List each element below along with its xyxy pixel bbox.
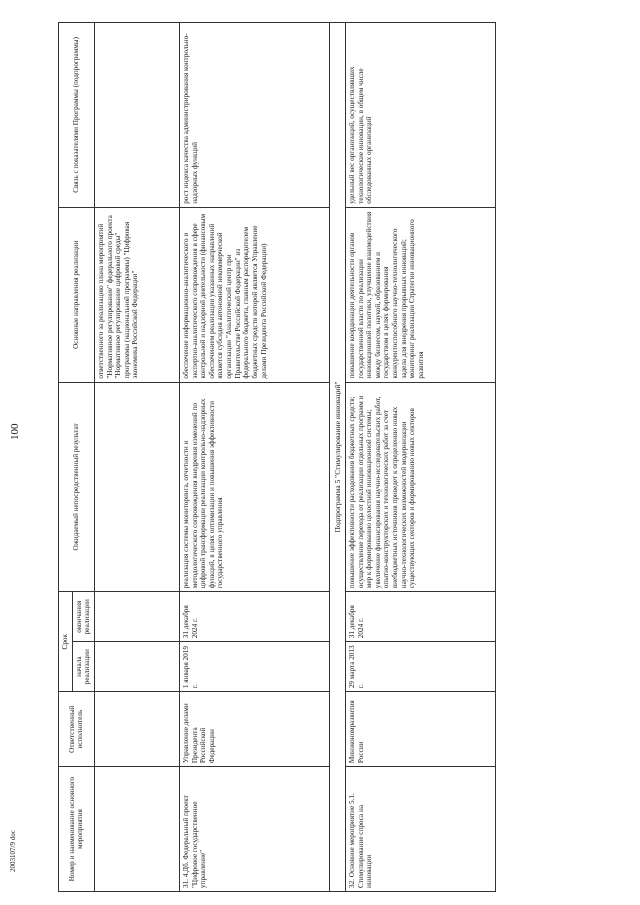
row32-link: удельный вес организаций, осуществлявших технологические инновации, в общем числе обследованных организаций — [345, 23, 495, 208]
header-term-start: начала реализации — [72, 642, 94, 692]
row31-name: 4.Дб. Федеральный проект "Цифровое государственное управление" — [181, 795, 208, 888]
row32-executor: Минэкономразвития России — [345, 692, 495, 767]
row32-name: Основное мероприятие 5.1. Стимулирование спроса на инновации — [347, 793, 374, 888]
row32-result: повышение эффективности расходования бюджетных средств; осуществление перехода от реализации отдельных программ и мер к формированию целостной инновационной системы; увеличение финансирования научно-исследовательских работ, опытно-конструкторских и технологических работ за счет внебюджетных источников приведет к определению новых научно-технологических возможностей модернизации существующих секторов и формированию новых секторов — [345, 382, 495, 592]
row31-end: 31 декабря 2024 г. — [179, 592, 329, 642]
header-term: Срок — [59, 592, 73, 692]
table-row-31 — [179, 23, 329, 892]
row31-result: реализация системы мониторинга, отчетности и методологического сопровождения внедрения изменений по цифровой трансформации реализации контрольно-надзорных функций, в целях оптимизации и повышения эффективности государственного управления — [179, 382, 329, 592]
page-number: 100 — [9, 423, 21, 440]
header-link: Связь с показателями Программы (подпрограммы) — [59, 23, 95, 208]
row32-directions: повышение координации деятельности органов государственной власти по реализации инновационной политики, улучшение взаимодействия между бизнесом, наукой, образованием и государством в целях формирования конкурентоспособного научно-технологического задела для внедрения прорывных инноваций; мониторинг реализации Стратегии инновационного развития — [345, 207, 495, 382]
row31-link: рост индекса качества администрирования контрольно-надзорных функций — [179, 23, 329, 208]
table-row-carryover — [94, 23, 179, 892]
subprogram-row — [329, 23, 345, 892]
header-directions: Основные направления реализации — [59, 207, 95, 382]
header-executor: Ответственный исполнитель — [59, 692, 95, 767]
carryover-directions: ответственного за реализацию плана мероприятий "Нормативное регулирование" федерального проекта "Нормативное регулирование цифровой среды" программы (национальной программы) "Цифровая экономика Российской Федерации" — [94, 207, 179, 382]
header-term-end: окончания реализации — [72, 592, 94, 642]
row32-number: 32. — [347, 879, 356, 888]
row32-end: 31 декабря 2024 г. — [345, 592, 495, 642]
document-code: 2003107/9 doc — [9, 830, 17, 872]
measures-table — [58, 22, 496, 892]
table-header-row — [59, 23, 73, 892]
header-measure: Номер и наименование основного мероприятия — [59, 767, 95, 892]
row31-number: 31. — [181, 879, 190, 888]
table-row-32 — [345, 23, 495, 892]
rotated-table-container — [58, 22, 588, 892]
row31-start: 1 января 2019 г. — [179, 642, 329, 692]
row31-directions: обеспечение информационно-аналитического и экспертно-аналитического сопровождения в сфере контрольной и надзорной деятельности (финансовым обеспечением реализации указанных направлений является субсидия автономной некоммерческой организации "Аналитический центр при Правительстве Российской Федерации" из федерального бюджета, главным распорядителем бюджетных средств которой является Управление делами Президента Российской Федерации) — [179, 207, 329, 382]
row31-measure — [179, 767, 329, 892]
header-result: Ожидаемый непосредственный результат — [59, 382, 95, 592]
row32-start: 29 марта 2013 г. — [345, 642, 495, 692]
subprogram-title: Подпрограмма 5 "Стимулирование инноваций" — [329, 23, 345, 892]
row32-measure — [345, 767, 495, 892]
row31-executor: Управление делами Президента Российской Федерации — [179, 692, 329, 767]
